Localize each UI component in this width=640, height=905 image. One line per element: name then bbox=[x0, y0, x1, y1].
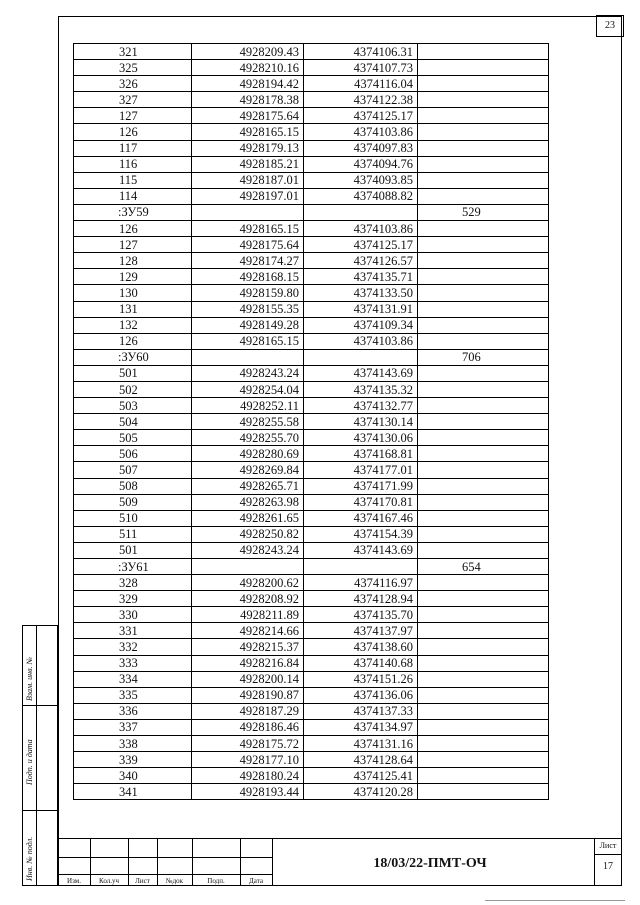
y-coordinate-cell: 4374177.01 bbox=[304, 462, 418, 478]
point-number-cell: 330 bbox=[74, 607, 192, 623]
point-number-cell: 331 bbox=[74, 623, 192, 639]
x-coordinate-cell bbox=[192, 349, 304, 365]
area-cell bbox=[418, 430, 549, 446]
x-coordinate-cell: 4928255.70 bbox=[192, 430, 304, 446]
table-row bbox=[74, 719, 549, 735]
area-cell bbox=[418, 736, 549, 752]
side-strip-value-column bbox=[36, 625, 58, 886]
y-coordinate-cell: 4374154.39 bbox=[304, 526, 418, 542]
x-coordinate-cell: 4928186.46 bbox=[192, 719, 304, 735]
x-coordinate-cell: 4928193.44 bbox=[192, 784, 304, 800]
x-coordinate-cell: 4928165.15 bbox=[192, 221, 304, 237]
table-row bbox=[74, 575, 549, 591]
page-number-box: 23 bbox=[596, 15, 624, 37]
sheet-label: Лист bbox=[599, 841, 617, 850]
area-cell bbox=[418, 156, 549, 172]
y-coordinate-cell: 4374135.70 bbox=[304, 607, 418, 623]
x-coordinate-cell: 4928175.64 bbox=[192, 237, 304, 253]
area-cell bbox=[418, 414, 549, 430]
point-number-cell: 338 bbox=[74, 736, 192, 752]
sheet-number: 17 bbox=[603, 861, 613, 872]
area-cell bbox=[418, 478, 549, 494]
x-coordinate-cell: 4928194.42 bbox=[192, 76, 304, 92]
table-row bbox=[74, 253, 549, 269]
point-number-cell: 501 bbox=[74, 542, 192, 558]
area-cell bbox=[418, 333, 549, 349]
point-number-cell: 127 bbox=[74, 237, 192, 253]
table-row bbox=[74, 108, 549, 124]
y-coordinate-cell: 4374106.31 bbox=[304, 44, 418, 60]
area-cell bbox=[418, 687, 549, 703]
point-number-cell: 339 bbox=[74, 752, 192, 768]
x-coordinate-cell: 4928190.87 bbox=[192, 687, 304, 703]
y-coordinate-cell: 4374140.68 bbox=[304, 655, 418, 671]
x-coordinate-cell: 4928269.84 bbox=[192, 462, 304, 478]
area-cell bbox=[418, 124, 549, 140]
table-row bbox=[74, 430, 549, 446]
area-cell bbox=[418, 542, 549, 558]
table-row bbox=[74, 687, 549, 703]
stamp-label-doc-number: №док bbox=[165, 877, 184, 885]
y-coordinate-cell: 4374137.97 bbox=[304, 623, 418, 639]
table-row bbox=[74, 446, 549, 462]
y-coordinate-cell: 4374116.04 bbox=[304, 76, 418, 92]
x-coordinate-cell: 4928261.65 bbox=[192, 510, 304, 526]
area-cell bbox=[418, 719, 549, 735]
x-coordinate-cell: 4928215.37 bbox=[192, 639, 304, 655]
table-row bbox=[74, 172, 549, 188]
scan-edge-line bbox=[485, 900, 625, 901]
table-row bbox=[74, 752, 549, 768]
zone-area-cell: 654 bbox=[418, 559, 549, 575]
y-coordinate-cell: 4374133.50 bbox=[304, 285, 418, 301]
point-number-cell: 128 bbox=[74, 253, 192, 269]
y-coordinate-cell bbox=[304, 204, 418, 220]
coordinates-table bbox=[73, 43, 549, 800]
y-coordinate-cell: 4374131.16 bbox=[304, 736, 418, 752]
table-row bbox=[74, 398, 549, 414]
table-row bbox=[74, 542, 549, 558]
area-cell bbox=[418, 591, 549, 607]
table-row bbox=[74, 381, 549, 397]
x-coordinate-cell: 4928159.80 bbox=[192, 285, 304, 301]
point-number-cell: 332 bbox=[74, 639, 192, 655]
side-label-original-inv: Инв. № подл. bbox=[25, 836, 34, 881]
area-cell bbox=[418, 639, 549, 655]
x-coordinate-cell: 4928168.15 bbox=[192, 269, 304, 285]
table-row bbox=[74, 478, 549, 494]
table-row bbox=[74, 44, 549, 60]
y-coordinate-cell: 4374135.71 bbox=[304, 269, 418, 285]
table-row bbox=[74, 671, 549, 687]
y-coordinate-cell: 4374125.17 bbox=[304, 237, 418, 253]
area-cell bbox=[418, 188, 549, 204]
side-strip-divider bbox=[22, 810, 58, 811]
area-cell bbox=[418, 253, 549, 269]
stamp-label-signature: Подп. bbox=[207, 877, 225, 885]
zone-header-row bbox=[74, 559, 549, 575]
x-coordinate-cell: 4928243.24 bbox=[192, 365, 304, 381]
y-coordinate-cell: 4374126.57 bbox=[304, 253, 418, 269]
x-coordinate-cell: 4928254.04 bbox=[192, 381, 304, 397]
area-cell bbox=[418, 108, 549, 124]
area-cell bbox=[418, 446, 549, 462]
point-number-cell: 509 bbox=[74, 494, 192, 510]
area-cell bbox=[418, 784, 549, 800]
point-number-cell: 329 bbox=[74, 591, 192, 607]
area-cell bbox=[418, 752, 549, 768]
x-coordinate-cell bbox=[192, 204, 304, 220]
y-coordinate-cell: 4374167.46 bbox=[304, 510, 418, 526]
y-coordinate-cell: 4374137.33 bbox=[304, 703, 418, 719]
y-coordinate-cell: 4374143.69 bbox=[304, 365, 418, 381]
zone-name-cell: :ЗУ59 bbox=[74, 204, 192, 220]
area-cell bbox=[418, 285, 549, 301]
table-row bbox=[74, 703, 549, 719]
y-coordinate-cell: 4374171.99 bbox=[304, 478, 418, 494]
point-number-cell: 335 bbox=[74, 687, 192, 703]
x-coordinate-cell: 4928252.11 bbox=[192, 398, 304, 414]
area-cell bbox=[418, 671, 549, 687]
point-number-cell: 127 bbox=[74, 108, 192, 124]
x-coordinate-cell: 4928187.01 bbox=[192, 172, 304, 188]
x-coordinate-cell: 4928180.24 bbox=[192, 768, 304, 784]
table-row bbox=[74, 269, 549, 285]
x-coordinate-cell: 4928209.43 bbox=[192, 44, 304, 60]
x-coordinate-cell: 4928175.72 bbox=[192, 736, 304, 752]
area-cell bbox=[418, 365, 549, 381]
x-coordinate-cell: 4928149.28 bbox=[192, 317, 304, 333]
point-number-cell: 508 bbox=[74, 478, 192, 494]
area-cell bbox=[418, 526, 549, 542]
point-number-cell: 126 bbox=[74, 221, 192, 237]
point-number-cell: 132 bbox=[74, 317, 192, 333]
area-cell bbox=[418, 269, 549, 285]
table-row bbox=[74, 591, 549, 607]
y-coordinate-cell: 4374103.86 bbox=[304, 333, 418, 349]
point-number-cell: 336 bbox=[74, 703, 192, 719]
area-cell bbox=[418, 301, 549, 317]
y-coordinate-cell: 4374134.97 bbox=[304, 719, 418, 735]
table-row bbox=[74, 301, 549, 317]
y-coordinate-cell: 4374116.97 bbox=[304, 575, 418, 591]
x-coordinate-cell: 4928200.62 bbox=[192, 575, 304, 591]
y-coordinate-cell: 4374122.38 bbox=[304, 92, 418, 108]
x-coordinate-cell: 4928197.01 bbox=[192, 188, 304, 204]
table-row bbox=[74, 317, 549, 333]
side-label-signature-date: Подп. и дата bbox=[25, 739, 34, 785]
zone-header-row bbox=[74, 204, 549, 220]
point-number-cell: 503 bbox=[74, 398, 192, 414]
point-number-cell: 501 bbox=[74, 365, 192, 381]
area-cell bbox=[418, 92, 549, 108]
area-cell bbox=[418, 381, 549, 397]
point-number-cell: 341 bbox=[74, 784, 192, 800]
stamp-label-count: Кол.уч bbox=[99, 877, 119, 885]
table-row bbox=[74, 365, 549, 381]
point-number-cell: 126 bbox=[74, 333, 192, 349]
area-cell bbox=[418, 623, 549, 639]
table-row bbox=[74, 414, 549, 430]
x-coordinate-cell: 4928243.24 bbox=[192, 542, 304, 558]
table-row bbox=[74, 510, 549, 526]
x-coordinate-cell: 4928211.89 bbox=[192, 607, 304, 623]
area-cell bbox=[418, 462, 549, 478]
table-row bbox=[74, 221, 549, 237]
point-number-cell: 115 bbox=[74, 172, 192, 188]
point-number-cell: 333 bbox=[74, 655, 192, 671]
x-coordinate-cell: 4928255.58 bbox=[192, 414, 304, 430]
y-coordinate-cell: 4374170.81 bbox=[304, 494, 418, 510]
table-row bbox=[74, 333, 549, 349]
table-row bbox=[74, 526, 549, 542]
area-cell bbox=[418, 76, 549, 92]
side-strip-divider bbox=[22, 705, 58, 706]
x-coordinate-cell: 4928179.13 bbox=[192, 140, 304, 156]
point-number-cell: 340 bbox=[74, 768, 192, 784]
area-cell bbox=[418, 60, 549, 76]
y-coordinate-cell: 4374135.32 bbox=[304, 381, 418, 397]
y-coordinate-cell: 4374107.73 bbox=[304, 60, 418, 76]
point-number-cell: 325 bbox=[74, 60, 192, 76]
table-row bbox=[74, 60, 549, 76]
x-coordinate-cell: 4928185.21 bbox=[192, 156, 304, 172]
point-number-cell: 334 bbox=[74, 671, 192, 687]
x-coordinate-cell: 4928265.71 bbox=[192, 478, 304, 494]
table-row bbox=[74, 655, 549, 671]
table-row bbox=[74, 237, 549, 253]
y-coordinate-cell: 4374128.64 bbox=[304, 752, 418, 768]
y-coordinate-cell: 4374125.17 bbox=[304, 108, 418, 124]
table-row bbox=[74, 639, 549, 655]
zone-area-cell: 706 bbox=[418, 349, 549, 365]
point-number-cell: 337 bbox=[74, 719, 192, 735]
stamp-label-change: Изм. bbox=[67, 877, 81, 885]
x-coordinate-cell: 4928175.64 bbox=[192, 108, 304, 124]
area-cell bbox=[418, 237, 549, 253]
x-coordinate-cell: 4928263.98 bbox=[192, 494, 304, 510]
y-coordinate-cell: 4374168.81 bbox=[304, 446, 418, 462]
point-number-cell: 126 bbox=[74, 124, 192, 140]
y-coordinate-cell: 4374125.41 bbox=[304, 768, 418, 784]
point-number-cell: 114 bbox=[74, 188, 192, 204]
x-coordinate-cell: 4928187.29 bbox=[192, 703, 304, 719]
table-row bbox=[74, 736, 549, 752]
y-coordinate-cell: 4374130.14 bbox=[304, 414, 418, 430]
area-cell bbox=[418, 494, 549, 510]
x-coordinate-cell: 4928200.14 bbox=[192, 671, 304, 687]
point-number-cell: 507 bbox=[74, 462, 192, 478]
x-coordinate-cell: 4928174.27 bbox=[192, 253, 304, 269]
y-coordinate-cell: 4374097.83 bbox=[304, 140, 418, 156]
document-code: 18/03/22-ПМТ-ОЧ bbox=[373, 856, 487, 871]
area-cell bbox=[418, 575, 549, 591]
point-number-cell: 326 bbox=[74, 76, 192, 92]
area-cell bbox=[418, 703, 549, 719]
y-coordinate-cell: 4374136.06 bbox=[304, 687, 418, 703]
area-cell bbox=[418, 768, 549, 784]
zone-name-cell: :ЗУ61 bbox=[74, 559, 192, 575]
side-label-replaced-inv: Взам. инв. № bbox=[25, 656, 34, 701]
table-row bbox=[74, 607, 549, 623]
point-number-cell: 506 bbox=[74, 446, 192, 462]
table-row bbox=[74, 462, 549, 478]
table-row bbox=[74, 623, 549, 639]
x-coordinate-cell: 4928177.10 bbox=[192, 752, 304, 768]
table-row bbox=[74, 156, 549, 172]
x-coordinate-cell: 4928208.92 bbox=[192, 591, 304, 607]
table-row bbox=[74, 124, 549, 140]
y-coordinate-cell: 4374151.26 bbox=[304, 671, 418, 687]
point-number-cell: 328 bbox=[74, 575, 192, 591]
x-coordinate-cell: 4928178.38 bbox=[192, 92, 304, 108]
zone-name-cell: :ЗУ60 bbox=[74, 349, 192, 365]
y-coordinate-cell: 4374103.86 bbox=[304, 124, 418, 140]
table-row bbox=[74, 92, 549, 108]
y-coordinate-cell: 4374132.77 bbox=[304, 398, 418, 414]
y-coordinate-cell: 4374120.28 bbox=[304, 784, 418, 800]
y-coordinate-cell: 4374103.86 bbox=[304, 221, 418, 237]
stamp-label-sheet: Лист bbox=[135, 877, 150, 885]
y-coordinate-cell: 4374093.85 bbox=[304, 172, 418, 188]
table-row bbox=[74, 494, 549, 510]
area-cell bbox=[418, 140, 549, 156]
point-number-cell: 117 bbox=[74, 140, 192, 156]
point-number-cell: 510 bbox=[74, 510, 192, 526]
area-cell bbox=[418, 317, 549, 333]
x-coordinate-cell: 4928165.15 bbox=[192, 333, 304, 349]
point-number-cell: 504 bbox=[74, 414, 192, 430]
area-cell bbox=[418, 398, 549, 414]
area-cell bbox=[418, 221, 549, 237]
table-row bbox=[74, 76, 549, 92]
point-number-cell: 321 bbox=[74, 44, 192, 60]
y-coordinate-cell bbox=[304, 559, 418, 575]
area-cell bbox=[418, 655, 549, 671]
point-number-cell: 511 bbox=[74, 526, 192, 542]
table-row bbox=[74, 140, 549, 156]
y-coordinate-cell: 4374130.06 bbox=[304, 430, 418, 446]
y-coordinate-cell bbox=[304, 349, 418, 365]
x-coordinate-cell: 4928210.16 bbox=[192, 60, 304, 76]
stamp-label-date: Дата bbox=[249, 877, 263, 885]
x-coordinate-cell: 4928250.82 bbox=[192, 526, 304, 542]
point-number-cell: 327 bbox=[74, 92, 192, 108]
point-number-cell: 116 bbox=[74, 156, 192, 172]
area-cell bbox=[418, 510, 549, 526]
x-coordinate-cell: 4928155.35 bbox=[192, 301, 304, 317]
point-number-cell: 131 bbox=[74, 301, 192, 317]
y-coordinate-cell: 4374109.34 bbox=[304, 317, 418, 333]
table-row bbox=[74, 285, 549, 301]
y-coordinate-cell: 4374094.76 bbox=[304, 156, 418, 172]
point-number-cell: 505 bbox=[74, 430, 192, 446]
x-coordinate-cell: 4928216.84 bbox=[192, 655, 304, 671]
area-cell bbox=[418, 172, 549, 188]
area-cell bbox=[418, 44, 549, 60]
x-coordinate-cell: 4928280.69 bbox=[192, 446, 304, 462]
zone-header-row bbox=[74, 349, 549, 365]
x-coordinate-cell: 4928165.15 bbox=[192, 124, 304, 140]
y-coordinate-cell: 4374131.91 bbox=[304, 301, 418, 317]
x-coordinate-cell bbox=[192, 559, 304, 575]
point-number-cell: 129 bbox=[74, 269, 192, 285]
area-cell bbox=[418, 607, 549, 623]
x-coordinate-cell: 4928214.66 bbox=[192, 623, 304, 639]
zone-area-cell: 529 bbox=[418, 204, 549, 220]
y-coordinate-cell: 4374143.69 bbox=[304, 542, 418, 558]
y-coordinate-cell: 4374088.82 bbox=[304, 188, 418, 204]
table-row bbox=[74, 768, 549, 784]
y-coordinate-cell: 4374128.94 bbox=[304, 591, 418, 607]
table-row bbox=[74, 188, 549, 204]
side-stamp-strip bbox=[22, 625, 58, 886]
table-row bbox=[74, 784, 549, 800]
y-coordinate-cell: 4374138.60 bbox=[304, 639, 418, 655]
point-number-cell: 130 bbox=[74, 285, 192, 301]
point-number-cell: 502 bbox=[74, 381, 192, 397]
